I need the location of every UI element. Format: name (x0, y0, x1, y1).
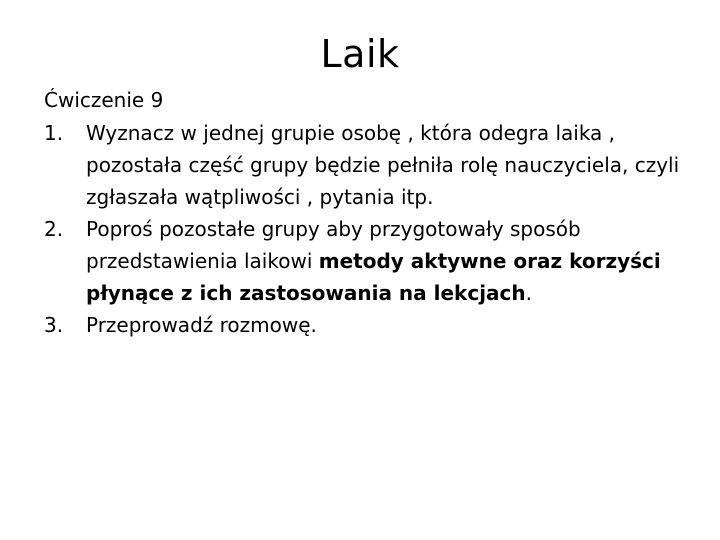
exercise-heading: Ćwiczenie 9 (44, 88, 164, 112)
list-item-number: 3. (44, 313, 64, 337)
list-item-text-plain: Poproś pozostałe grupy aby przygotowały sposób przedstawienia laikowi (86, 217, 581, 273)
list-item-number: 2. (44, 217, 64, 241)
list-item (44, 309, 694, 341)
slide-title: Laik (320, 32, 400, 76)
list-item-text (86, 217, 661, 305)
list-item-text-end: . (525, 281, 532, 305)
list-item-number: 1. (44, 121, 64, 145)
list-item (44, 213, 694, 309)
list-item (44, 117, 694, 213)
instruction-list (44, 117, 694, 341)
list-item-text: Wyznacz w jednej grupie osobę , która odegra laika , pozostała część grupy będzie pełniła rolę nauczyciela, czyli zgłaszała wątpliwości , pytania itp. (86, 121, 680, 209)
list-item-text: Przeprowadź rozmowę. (86, 313, 317, 337)
list-item-text-bold: metody aktywne oraz korzyści płynące z ich zastosowania na lekcjach (86, 249, 661, 305)
